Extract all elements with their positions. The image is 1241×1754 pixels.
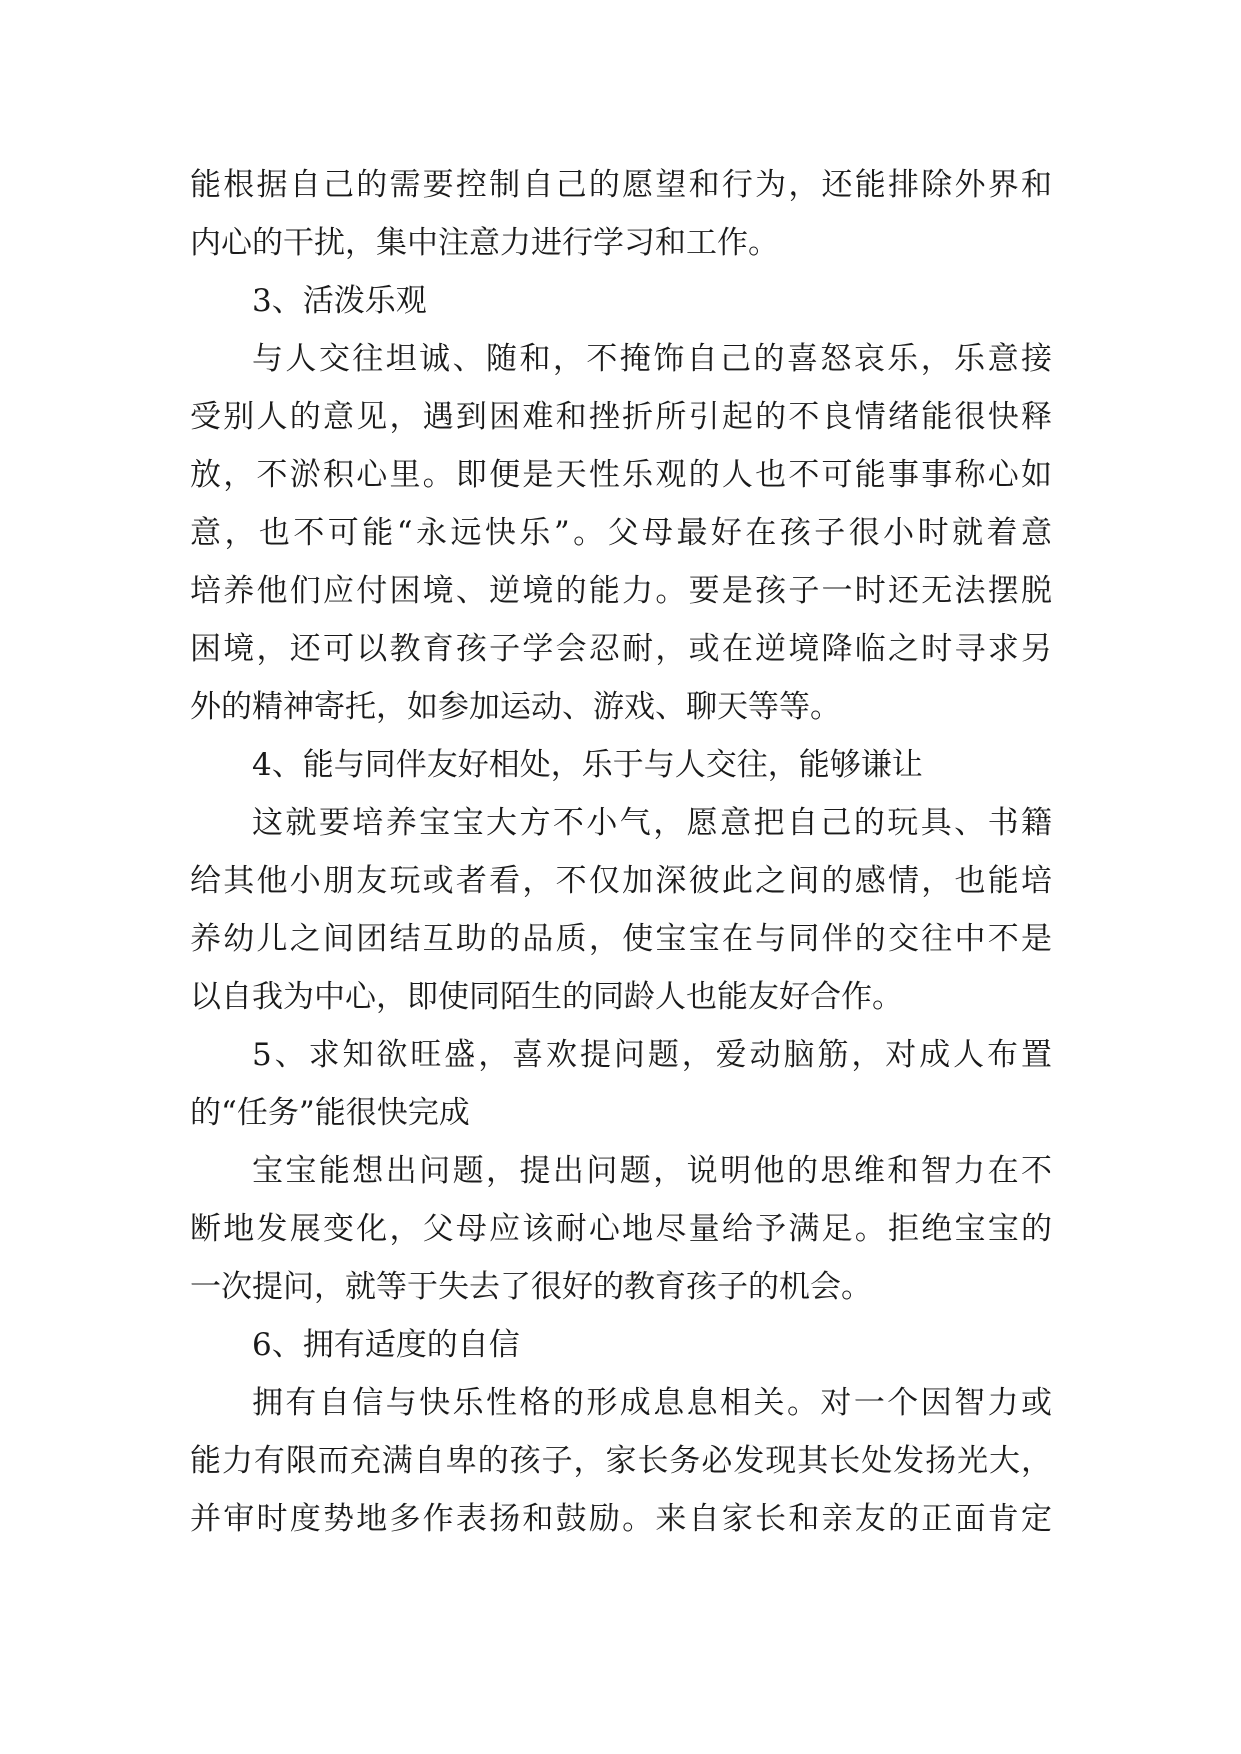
text-line: 并审时度势地多作表扬和鼓励。来自家长和亲友的正面肯定 (190, 1501, 1052, 1537)
text-line: 受别人的意见，遇到困难和挫折所引起的不良情绪能很快释 (190, 399, 1052, 435)
text-line: 拥有自信与快乐性格的形成息息相关。对一个因智力或 (252, 1385, 1052, 1421)
text-line: 4、能与同伴友好相处，乐于与人交往，能够谦让 (252, 747, 923, 783)
document-page (190, 156, 1052, 1548)
text-line: 放，不淤积心里。即便是天性乐观的人也不可能事事称心如 (190, 457, 1052, 493)
document-body (190, 156, 1052, 1548)
text-line: 宝宝能想出问题，提出问题，说明他的思维和智力在不 (252, 1153, 1052, 1189)
text-line: 一次提问，就等于失去了很好的教育孩子的机会。 (190, 1269, 872, 1305)
text-line: 给其他小朋友玩或者看，不仅加深彼此之间的感情，也能培 (190, 863, 1052, 899)
text-line: 3、活泼乐观 (252, 283, 427, 319)
text-line: 与人交往坦诚、随和，不掩饰自己的喜怒哀乐，乐意接 (252, 341, 1052, 377)
text-line: 6、拥有适度的自信 (252, 1327, 520, 1363)
text-line: 这就要培养宝宝大方不小气，愿意把自己的玩具、书籍 (252, 805, 1052, 841)
text-line: 培养他们应付困境、逆境的能力。要是孩子一时还无法摆脱 (190, 573, 1052, 609)
text-line: 能根据自己的需要控制自己的愿望和行为，还能排除外界和 (190, 167, 1052, 203)
text-line: 内心的干扰，集中注意力进行学习和工作。 (190, 225, 779, 261)
text-line: 外的精神寄托，如参加运动、游戏、聊天等等。 (190, 689, 841, 725)
text-line: 的“任务”能很快完成 (190, 1095, 470, 1131)
text-line: 养幼儿之间团结互助的品质，使宝宝在与同伴的交往中不是 (190, 921, 1052, 957)
text-line: 意，也不可能“永远快乐”。父母最好在孩子很小时就着意 (190, 515, 1052, 551)
text-line: 以自我为中心，即使同陌生的同龄人也能友好合作。 (190, 979, 903, 1015)
text-line: 5、求知欲旺盛，喜欢提问题，爱动脑筋，对成人布置 (252, 1037, 1052, 1073)
text-line: 困境，还可以教育孩子学会忍耐，或在逆境降临之时寻求另 (190, 631, 1052, 667)
text-line: 断地发展变化，父母应该耐心地尽量给予满足。拒绝宝宝的 (190, 1211, 1052, 1247)
text-line: 能力有限而充满自卑的孩子，家长务必发现其长处发扬光大， (190, 1443, 1052, 1479)
